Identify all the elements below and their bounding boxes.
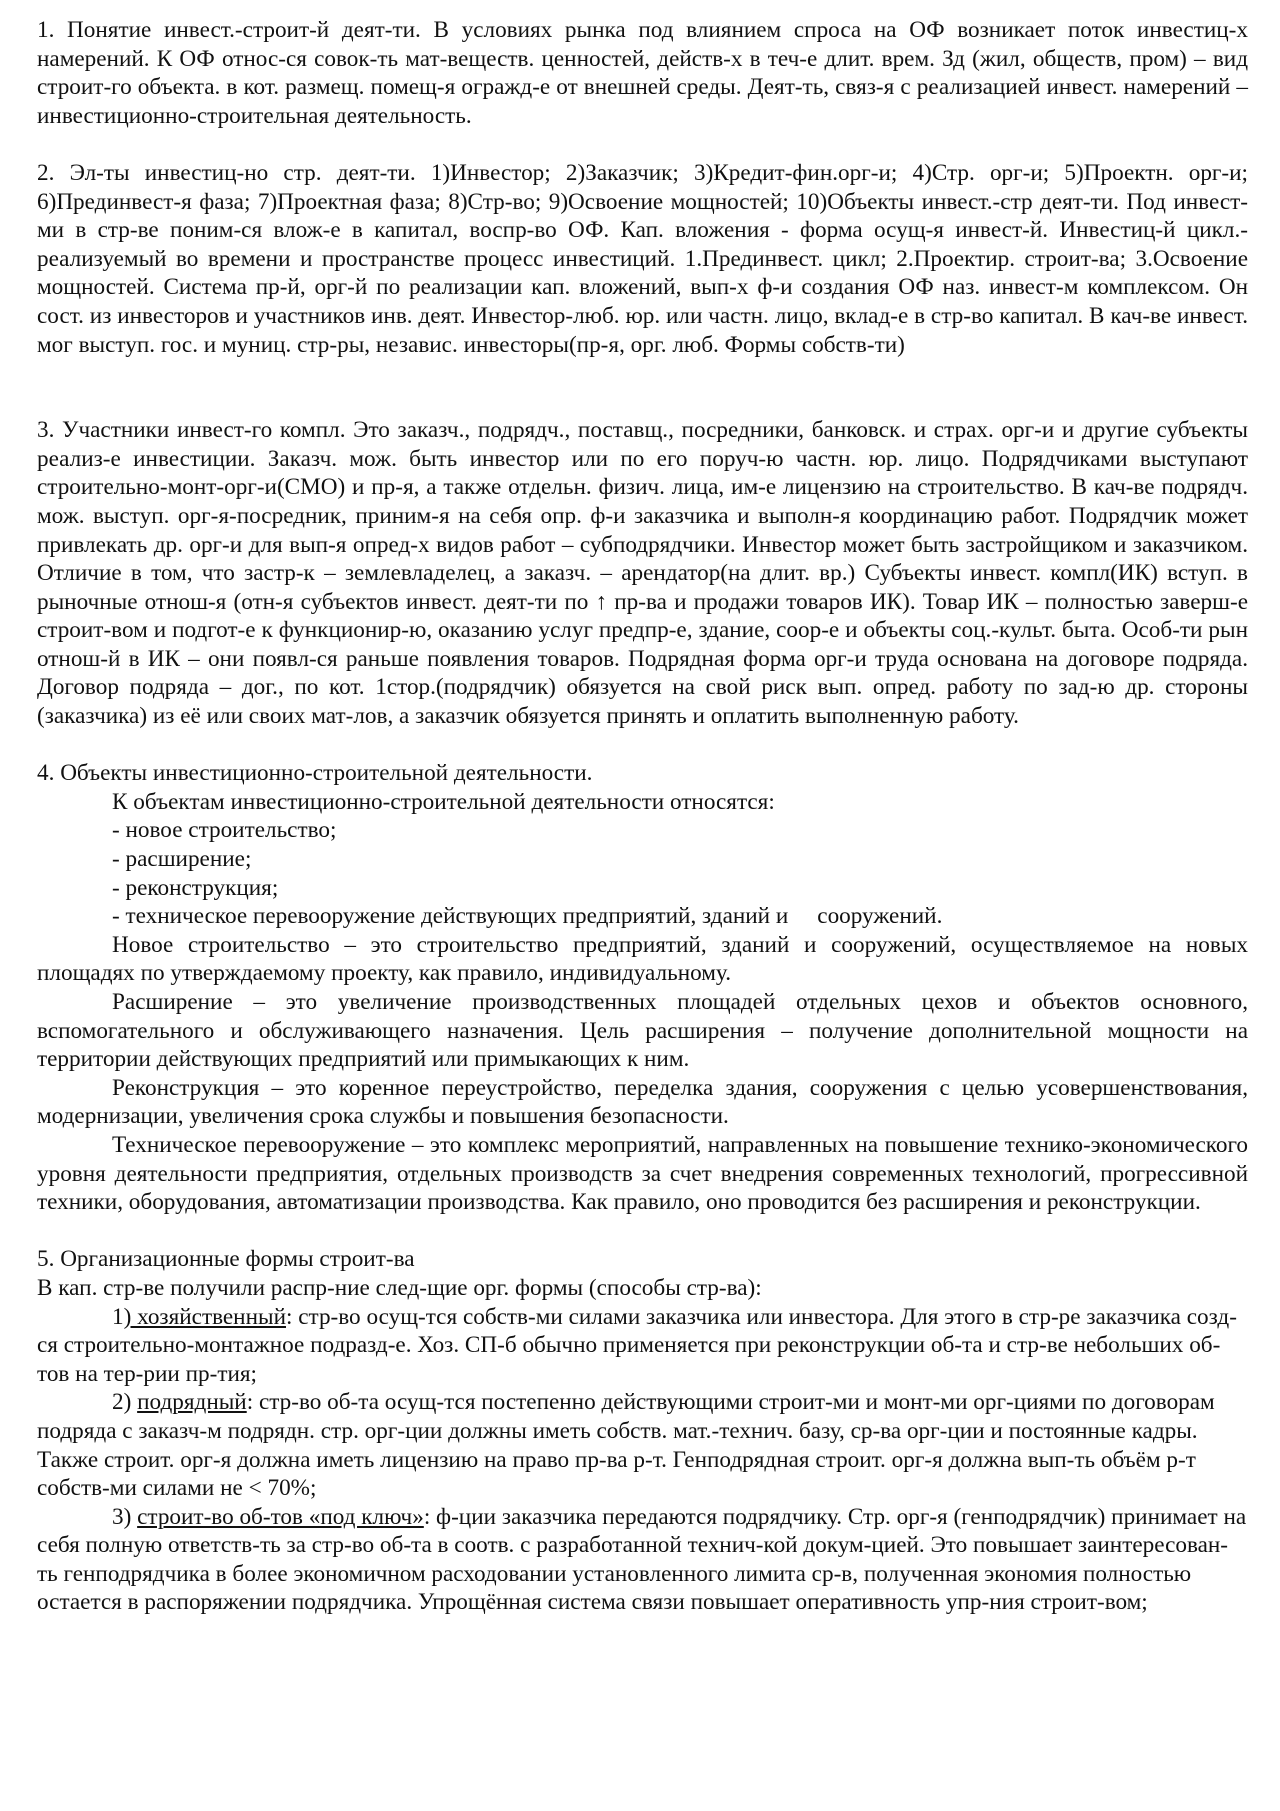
paragraph: Расширение – это увеличение производственных площадей отдельных цехов и объектов основного, вспомогательного и обслуживающего назначения. Цель расширения – получение дополнительной мощности на территории действующих предприятий или примыкающих к ним.	[37, 989, 1248, 1073]
list-item: - реконструкция;	[112, 874, 279, 901]
list-item: - новое строительство;	[112, 817, 337, 844]
form-item-3: 3) строит-во об-тов «под ключ»: ф-ции заказчика передаются подрядчику. Стр. орг-я (генподрядчик) принимает на себя полную ответств-ть за стр-во об-та в соотв. с разработанной технич-кой докум-цией. Это повышает заинтересован-ть генподрядчика в более экономичном расходовании установленного лимита ср-в, полученная экономия полностью остается в распоряжении подрядчика. Упрощённая система связи повышает оперативность упр-ния строит-вом;	[37, 1503, 1247, 1616]
paragraph: Реконструкция – это коренное переустройство, переделка здания, сооружения с целью усовершенствования, модернизации, увеличения срока службы и повышения безопасности.	[37, 1074, 1248, 1130]
list-item: - техническое перевооружение действующих предприятий, зданий и сооружений.	[112, 903, 943, 930]
section-5-heading: 5. Организационные формы строит-ва	[37, 1246, 415, 1273]
section-4-heading: 4. Объекты инвестиционно-строительной деятельности.	[37, 760, 593, 787]
document-page	[37, 16, 1248, 1617]
section-2: 2. Эл-ты инвестиц-но стр. деят-ти. 1)Инвестор; 2)Заказчик; 3)Кредит-фин.орг-и; 4)Стр. орг-и; 5)Проектн. орг-и; 6)Прединвест-я фаза; 7)Проектная фаза; 8)Стр-во; 9)Освоение мощностей; 10)Объекты инвест.-стр деят-ти. Под инвест-ми в стр-ве поним-ся влож-е в капитал, воспр-во ОФ. Кап. вложения - форма осущ-я инвест-й. Инвестиц-й цикл.- реализуемый во времени и пространстве процесс инвестиций. 1.Прединвест. цикл; 2.Проектир. строит-ва; 3.Освоение мощностей. Система пр-й, орг-й по реализации кап. вложений, вып-х ф-и создания ОФ наз. инвест-м комплексом. Он сост. из инвесторов и участников инв. деят. Инвестор-люб. юр. или частн. лицо, вклад-е в стр-во капитал. В кач-ве инвест. мог выступ. гос. и муниц. стр-ры, независ. инвесторы(пр-я, орг. люб. Формы собств-ти)	[37, 159, 1248, 358]
section-5-intro: В кап. стр-ве получили распр-ние след-щие орг. формы (способы стр-ва):	[37, 1274, 762, 1301]
section-3: 3. Участники инвест-го компл. Это заказч., подрядч., поставщ., посредники, банковск. и страх. орг-и и другие субъекты реализ-е инвестиции. Заказч. мож. быть инвестор или по его поруч-ю частн. юр. лицо. Подрядчиками выступают строительно-монт-орг-и(СМО) и пр-я, а также отдельн. физич. лица, им-е лицензию на строительство. В кач-ве подрядч. мож. выступ. орг-я-посредник, приним-я на себя опр. ф-и заказчика и выполн-я координацию работ. Подрядчик может привлекать др. орг-и для вып-я опред-х видов работ – субподрядчики. Инвестор может быть застройщиком и заказчиком. Отличие в том, что застр-к – землевладелец, а заказч. – арендатор(на длит. вр.) Субъекты инвест. компл(ИК) вступ. в рыночные отнош-я (отн-я субъектов инвест. деят-ти по ↑ пр-ва и продажи товаров ИК). Товар ИК – полностью заверш-е строит-вом и подгот-е к функционир-ю, оказанию услуг предпр-е, здание, соор-е и объекты соц.-культ. быта. Особ-ти рын отнош-й в ИК – они появл-ся раньше появления товаров. Подрядная форма орг-и труда основана на договоре подряда. Договор подряда – дог., по кот. 1стор.(подрядчик) обязуется на свой риск вып. опред. работу по зад-ю др. стороны (заказчика) из её или своих мат-лов, а заказчик обязуется принять и оплатить выполненную работу.	[37, 417, 1248, 730]
section-4-intro: К объектам инвестиционно-строительной деятельности относятся:	[112, 788, 775, 815]
section-1: 1. Понятие инвест.-строит-й деят-ти. В условиях рынка под влиянием спроса на ОФ возникает поток инвестиц-х намерений. К ОФ относ-ся совок-ть мат-веществ. ценностей, действ-х в теч-е длит. врем. Зд (жил, обществ, пром) – вид строит-го объекта. в кот. размещ. помещ-я огражд-е от внешней среды. Деят-ть, связ-я с реализацией инвест. намерений – инвестиционно-строительная деятельность.	[37, 17, 1248, 129]
list-item: - расширение;	[112, 846, 252, 873]
form-item-1: 1) хозяйственный: стр-во осущ-тся собств-ми силами заказчика или инвестора. Для этого в стр-ре заказчика созд-ся строительно-монтажное подразд-е. Хоз. СП-б обычно применяется при реконструкции об-та и стр-ве небольших об-тов на тер-рии пр-тия;	[37, 1303, 1237, 1387]
form-item-2: 2) подрядный: стр-во об-та осущ-тся постепенно действующими строит-ми и монт-ми орг-циями по договорам подряда с заказч-м подрядн. стр. орг-ции должны иметь собств. мат.-технич. базу, ср-ва орг-ции и постоянные кадры. Также строит. орг-я должна иметь лицензию на право пр-ва р-т. Генподрядная строит. орг-я должна вып-ть объём р-т собств-ми силами не < 70%;	[37, 1389, 1215, 1502]
paragraph: Новое строительство – это строительство предприятий, зданий и сооружений, осуществляемое на новых площадях по утверждаемому проекту, как правило, индивидуальному.	[37, 931, 1248, 987]
paragraph: Техническое перевооружение – это комплекс мероприятий, направленных на повышение технико-экономического уровня деятельности предприятия, отдельных производств за счет внедрения современных технологий, прогрессивной техники, оборудования, автоматизации производства. Как правило, оно проводится без расширения и реконструкции.	[37, 1131, 1248, 1216]
